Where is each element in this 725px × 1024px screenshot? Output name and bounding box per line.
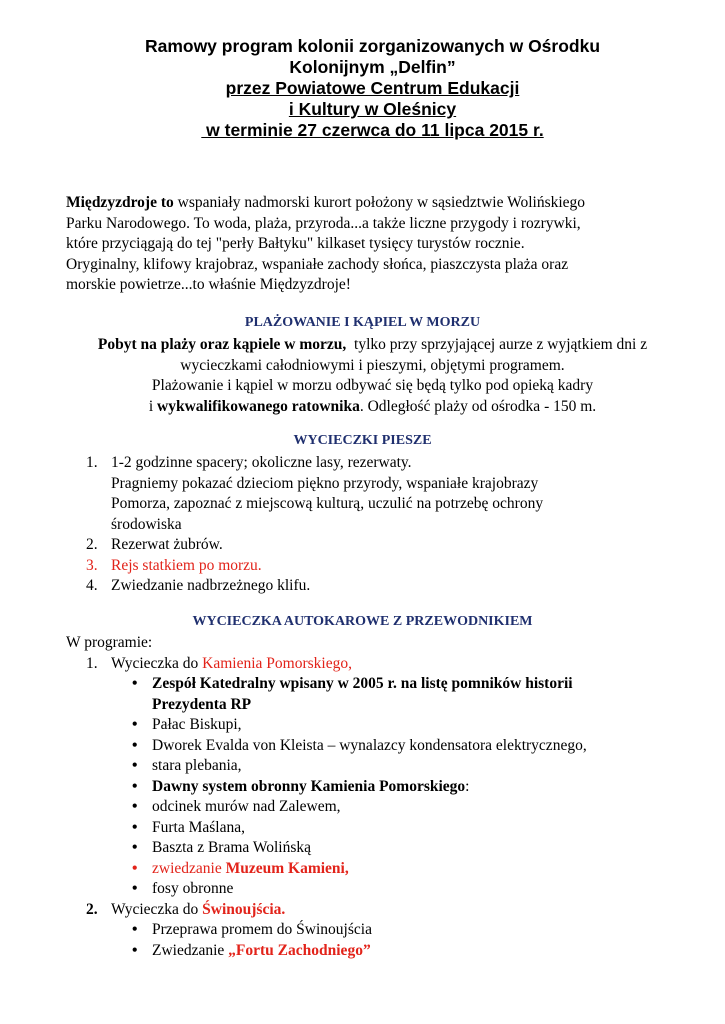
trip-2-bullet-2-fort: „Fortu Zachodniego” <box>228 941 371 959</box>
trip-1-bullet-10-text: fosy obronne <box>152 880 234 897</box>
bullet-icon: • <box>132 675 138 692</box>
trip-1-bullet-7 <box>66 818 686 839</box>
walk-item-1-sub-1: Pragniemy pokazać dzieciom piękno przyrody, wspaniałe krajobrazy <box>111 474 539 492</box>
trip-1-bullet-6-text: odcinek murów nad Zalewem, <box>152 798 341 815</box>
walk-item-1 <box>66 453 686 535</box>
trip-2-bullet-2 <box>66 941 686 962</box>
intro-paragraph <box>66 193 686 296</box>
document-title <box>60 36 685 141</box>
bus-intro: W programie: <box>66 634 153 651</box>
walks-list <box>66 453 686 597</box>
intro-lead: Międzyzdroje to <box>66 194 174 211</box>
walk-item-4 <box>66 576 686 597</box>
trip-2-num: 2. <box>86 900 98 918</box>
walk-item-2 <box>66 535 686 556</box>
intro-line-1: wspaniały nadmorski kurort położony w sąsiedztwie Wolińskiego <box>173 194 586 211</box>
trip-1-bullet-9-text: zwiedzanie <box>152 859 226 877</box>
walk-item-1-num: 1. <box>86 454 98 471</box>
trip-2-bullet-1 <box>66 920 686 941</box>
bullet-icon: • <box>132 757 138 774</box>
trip-1-bullet-3 <box>66 736 686 757</box>
bullet-icon: • <box>132 859 138 877</box>
walk-item-4-text: Zwiedzanie nadbrzeżnego klifu. <box>111 577 311 594</box>
walk-item-2-text: Rezerwat żubrów. <box>111 536 223 553</box>
trip-1-bullet-9-museum: Muzeum Kamieni, <box>225 859 349 877</box>
beach-line-2: wycieczkami całodniowymi i pieszymi, objętymi programem. <box>180 356 565 374</box>
trip-1-num: 1. <box>86 654 98 672</box>
trip-1-bullet-5-colon: : <box>465 777 470 795</box>
intro-line-2: Parku Narodowego. To woda, plaża, przyroda...a także liczne przygody i rozrywki, <box>66 214 581 232</box>
walk-item-2-num: 2. <box>86 536 98 553</box>
trip-1-bullet-4 <box>66 756 686 777</box>
trip-1-bullet-6 <box>66 797 686 818</box>
intro-line-4: Oryginalny, klifowy krajobraz, wspaniałe zachody słońca, piaszczysta plaża oraz <box>66 255 569 273</box>
title-line-4: i Kultury w Oleśnicy <box>288 99 457 119</box>
trip-2-bullet-2-text: Zwiedzanie <box>152 941 229 959</box>
title-line-2: Kolonijnym „Delfin” <box>289 57 456 77</box>
walk-item-3 <box>66 556 686 577</box>
bus-heading: WYCIECZKA AUTOKAROWE Z PRZEWODNIKIEM <box>192 614 533 629</box>
trip-1 <box>66 654 686 675</box>
bullet-icon: • <box>132 839 138 856</box>
bullet-icon: • <box>132 798 138 815</box>
trip-1-bullet-8-text: Baszta z Brama Wolińską <box>152 839 312 856</box>
trip-2-prefix: Wycieczka do <box>111 900 203 918</box>
trip-1-bullet-8 <box>66 838 686 859</box>
trip-2-bullet-1-text: Przeprawa promem do Świnoujścia <box>152 921 372 938</box>
beach-paragraph <box>40 335 705 417</box>
trip-2 <box>66 900 686 921</box>
walk-item-3-num: 3. <box>86 556 98 574</box>
bus-list <box>66 633 686 961</box>
trip-1-bullet-10 <box>66 879 686 900</box>
bullet-icon: • <box>132 736 138 754</box>
trip-1-place: Kamienia Pomorskiego, <box>202 654 352 672</box>
beach-lead: Pobyt na plaży oraz kąpiele w morzu, <box>97 336 347 353</box>
trip-1-bullet-7-text: Furta Maślana, <box>152 818 245 836</box>
title-line-3: przez Powiatowe Centrum Edukacji <box>225 78 520 98</box>
trip-1-bullet-1-text: Zespół Katedralny wpisany w 2005 r. na listę pomników historii <box>152 675 573 692</box>
trip-1-bullet-2-text: Pałac Biskupi, <box>152 716 242 733</box>
walk-item-4-num: 4. <box>86 577 98 594</box>
trip-1-bullet-4-text: stara plebania, <box>152 757 242 774</box>
bullet-icon: • <box>132 818 138 836</box>
trip-1-bullet-1-cont: Prezydenta RP <box>152 695 252 713</box>
walk-item-1-text: 1-2 godzinne spacery; okoliczne lasy, rezerwaty. <box>111 454 412 471</box>
trip-1-bullet-5 <box>66 777 686 798</box>
intro-line-5: morskie powietrze...to właśnie Międzyzdroje! <box>66 276 351 293</box>
trip-1-bullet-1 <box>66 674 686 715</box>
walk-item-3-text: Rejs statkiem po morzu. <box>111 556 262 574</box>
bullet-icon: • <box>132 716 138 733</box>
trip-1-bullet-9 <box>66 859 686 880</box>
intro-line-3: które przyciągają do tej "perły Bałtyku" kilkaset tysięcy turystów rocznie. <box>66 235 525 252</box>
bullet-icon: • <box>132 777 138 795</box>
beach-lifeguard: wykwalifikowanego ratownika <box>157 397 360 415</box>
bullet-icon: • <box>132 880 138 897</box>
trip-1-bullet-3-text: Dworek Evalda von Kleista – wynalazcy kondensatora elektrycznego, <box>152 736 587 754</box>
bullet-icon: • <box>132 941 138 959</box>
beach-heading: PLAŻOWANIE I KĄPIEL W MORZU <box>244 315 481 330</box>
trip-1-bullet-5-text: Dawny system obronny Kamienia Pomorskiego <box>152 777 466 795</box>
title-line-1: Ramowy program kolonii zorganizowanych w Ośrodku <box>144 36 601 56</box>
trip-2-place: Świnoujścia. <box>202 900 286 918</box>
trip-1-prefix: Wycieczka do <box>111 654 203 672</box>
beach-line-1: tylko przy sprzyjającej aurze z wyjątkiem dni z <box>346 336 648 353</box>
walk-item-1-sub-2: Pomorza, zapoznać z miejscową kulturą, uczulić na potrzebę ochrony <box>111 495 544 512</box>
beach-line-3: Plażowanie i kąpiel w morzu odbywać się będą tylko pod opieką kadry <box>151 377 594 394</box>
walk-item-1-sub-3: środowiska <box>111 515 182 533</box>
bullet-icon: • <box>132 921 138 938</box>
beach-line-4a: i <box>148 397 158 415</box>
walks-heading: WYCIECZKI PIESZE <box>293 433 432 448</box>
beach-line-4-rest: . Odległość plaży od ośrodka - 150 m. <box>359 397 597 415</box>
trip-1-bullet-2 <box>66 715 686 736</box>
title-line-5: w terminie 27 czerwca do 11 lipca 2015 r. <box>201 120 544 140</box>
